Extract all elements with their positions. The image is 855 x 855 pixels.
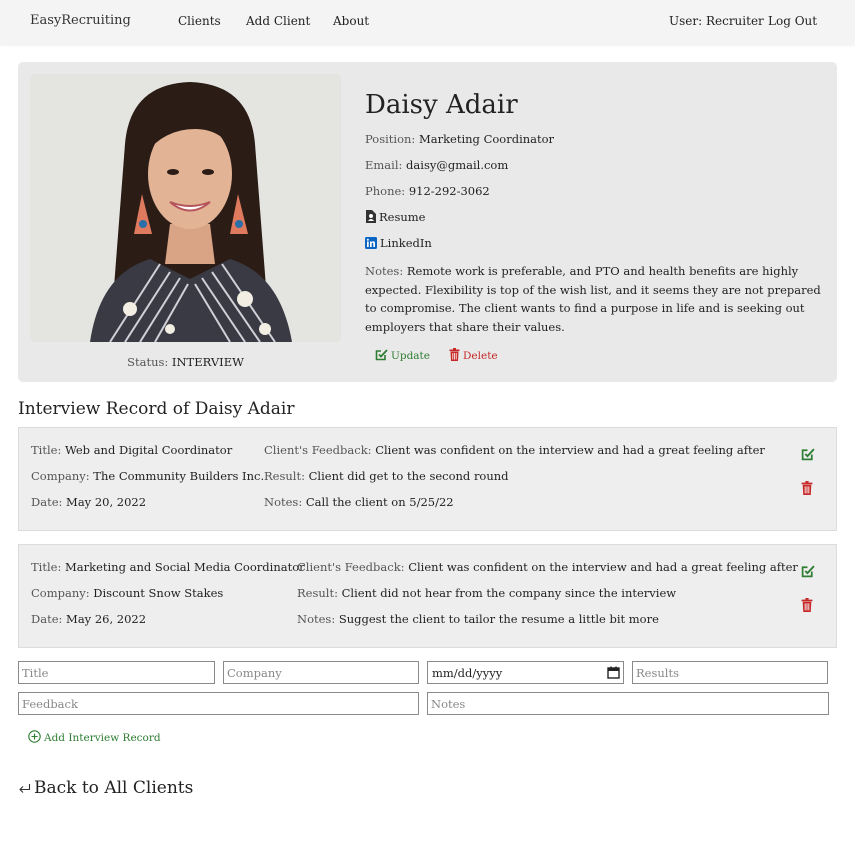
return-arrow-icon (18, 780, 31, 800)
resume-label: Resume (379, 210, 426, 224)
date-placeholder: mm/dd/yyyy (432, 666, 503, 680)
record-title-label: Title: (31, 443, 62, 457)
client-photo (30, 74, 341, 342)
update-label: Update (391, 350, 430, 362)
email-value: daisy@gmail.com (406, 158, 509, 172)
record-company (31, 469, 264, 483)
record-result (264, 469, 509, 483)
edit-record-icon[interactable] (801, 447, 815, 464)
linkedin-link[interactable] (365, 236, 432, 252)
record-title-label: Title: (31, 560, 62, 574)
record-date-label: Date: (31, 495, 63, 509)
nav-clients-link[interactable]: Clients (178, 14, 221, 28)
status-value: INTERVIEW (171, 355, 244, 369)
record-notes-value: Call the client on 5/25/22 (305, 495, 454, 509)
back-label: Back to All Clients (34, 778, 194, 798)
trash-icon (449, 348, 460, 364)
notes-label: Notes: (365, 264, 404, 278)
edit-record-icon[interactable] (801, 564, 815, 581)
record-date-value: May 26, 2022 (66, 612, 147, 626)
record-company (31, 586, 223, 600)
position-label: Position: (365, 132, 416, 146)
record-notes (264, 495, 454, 509)
delete-client-button[interactable] (449, 348, 498, 364)
record-result-label: Result: (297, 586, 338, 600)
brand-logo[interactable]: EasyRecruiting (30, 13, 131, 28)
add-record-label: Add Interview Record (44, 732, 161, 744)
company-input[interactable] (223, 661, 419, 684)
record-date-label: Date: (31, 612, 63, 626)
notes-value: Remote work is preferable, and PTO and health benefits are highly expected. Flexibility is top of the wish list, and it seems they are not prepared to compromise. The client wants to find a purpose in life and is seeking out employers that share their values. (365, 264, 821, 334)
linkedin-icon (365, 237, 377, 252)
plus-circle-icon (28, 730, 41, 746)
record-date (31, 612, 146, 626)
record-date (31, 495, 146, 509)
calendar-icon[interactable] (607, 666, 620, 682)
record-notes-label: Notes: (297, 612, 336, 626)
edit-icon (375, 348, 388, 364)
navbar (0, 0, 855, 45)
nav-add-client-link[interactable]: Add Client (246, 14, 311, 28)
interview-record (18, 544, 837, 648)
record-company-value: Discount Snow Stakes (93, 586, 224, 600)
record-feedback-label: Client's Feedback: (264, 443, 372, 457)
record-notes-value: Suggest the client to tailor the resume a little bit more (338, 612, 659, 626)
delete-record-icon[interactable] (801, 598, 813, 615)
update-client-button[interactable] (375, 348, 430, 364)
email-label: Email: (365, 158, 403, 172)
record-result-value: Client did not hear from the company since the interview (341, 586, 677, 600)
linkedin-label: LinkedIn (380, 236, 432, 250)
current-user: User: Recruiter (669, 14, 764, 28)
record-result-label: Result: (264, 469, 305, 483)
client-phone (365, 184, 490, 198)
client-position (365, 132, 554, 146)
feedback-input[interactable] (18, 692, 419, 715)
interview-section-title: Interview Record of Daisy Adair (18, 399, 295, 419)
record-title-value: Marketing and Social Media Coordinator (64, 560, 305, 574)
date-input[interactable] (427, 661, 624, 684)
logout-link[interactable]: Log Out (768, 14, 818, 28)
client-notes (365, 262, 825, 336)
delete-label: Delete (463, 350, 498, 362)
delete-record-icon[interactable] (801, 481, 813, 498)
record-company-value: The Community Builders Inc. (93, 469, 265, 483)
record-title-value: Web and Digital Coordinator (64, 443, 233, 457)
results-input[interactable] (632, 661, 828, 684)
resume-link[interactable] (365, 210, 425, 226)
record-date-value: May 20, 2022 (66, 495, 147, 509)
notes-input[interactable] (427, 692, 829, 715)
position-value: Marketing Coordinator (418, 132, 555, 146)
record-result (297, 586, 676, 600)
record-title (31, 560, 305, 574)
record-company-label: Company: (31, 586, 90, 600)
record-feedback-value: Client was confident on the interview and had a great feeling after (408, 560, 798, 574)
status-label: Status: (127, 355, 169, 369)
client-email (365, 158, 508, 172)
client-name: Daisy Adair (365, 90, 518, 120)
title-input[interactable] (18, 661, 215, 684)
record-result-value: Client did get to the second round (308, 469, 509, 483)
record-notes-label: Notes: (264, 495, 303, 509)
phone-label: Phone: (365, 184, 406, 198)
record-feedback (264, 443, 765, 457)
record-feedback-label: Client's Feedback: (297, 560, 405, 574)
client-profile-card (18, 62, 837, 382)
back-to-clients-link[interactable] (18, 778, 193, 800)
record-title (31, 443, 232, 457)
record-notes (297, 612, 659, 626)
record-feedback-value: Client was confident on the interview and had a great feeling after (375, 443, 765, 457)
client-status (30, 355, 341, 369)
interview-record (18, 427, 837, 531)
record-feedback (297, 560, 798, 574)
phone-value: 912-292-3062 (408, 184, 490, 198)
nav-about-link[interactable]: About (333, 14, 370, 28)
add-interview-record-button[interactable] (28, 730, 161, 746)
resume-icon (365, 210, 376, 226)
record-company-label: Company: (31, 469, 90, 483)
